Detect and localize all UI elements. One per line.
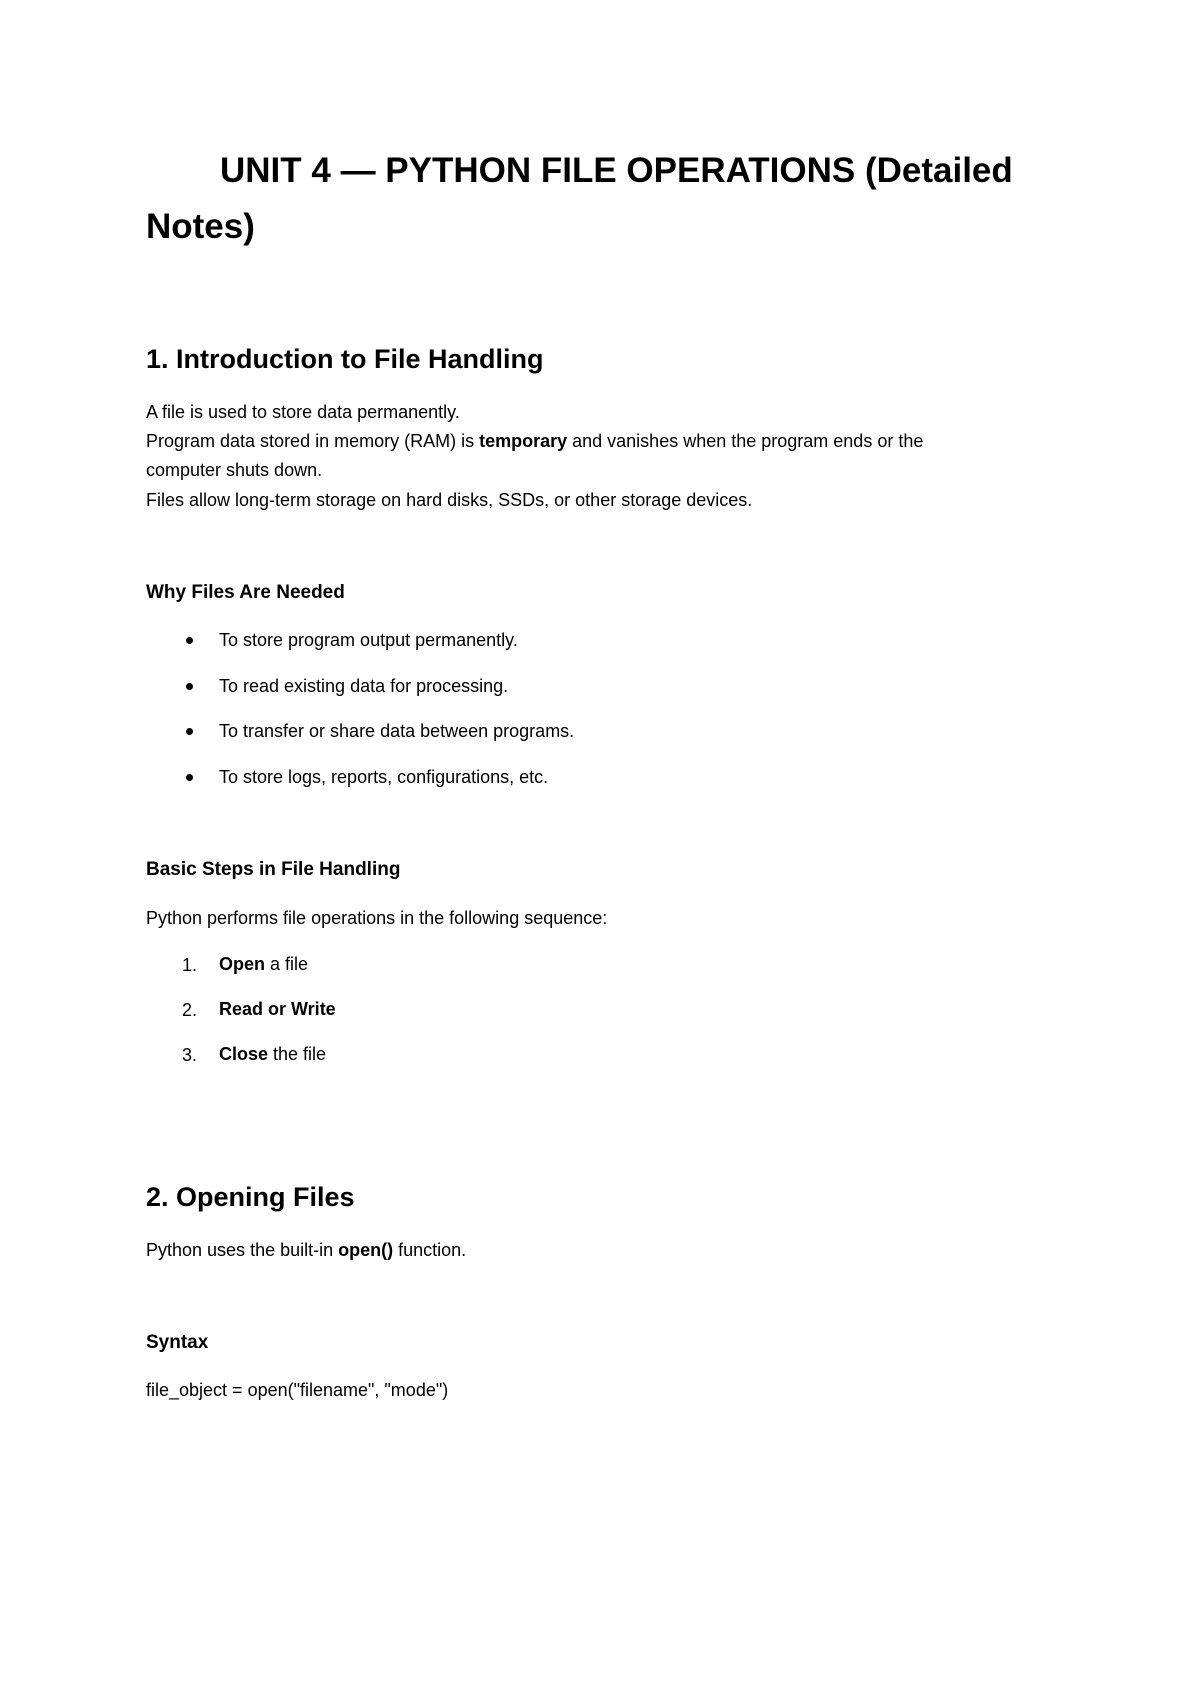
section2-intro-post: function. <box>393 1240 467 1260</box>
syntax-code: file_object = open("filename", "mode") <box>146 1380 449 1400</box>
list-item <box>219 995 336 1024</box>
bullet-icon <box>186 728 193 735</box>
list-item <box>219 1040 326 1069</box>
syntax-heading: Syntax <box>146 1332 209 1353</box>
section1-line2-bold: temporary <box>479 431 568 451</box>
bullet-icon <box>186 683 193 690</box>
basic-steps-heading: Basic Steps in File Handling <box>146 859 401 880</box>
step-number: 3. <box>182 1045 198 1065</box>
step-number: 1. <box>182 955 198 975</box>
list-item: To read existing data for processing. <box>219 676 509 696</box>
section2-intro-bold: open() <box>338 1240 394 1260</box>
section2-intro <box>146 1236 466 1265</box>
step-bold: Read or Write <box>219 999 336 1019</box>
document-title-line1: UNIT 4 — PYTHON FILE OPERATIONS (Detailed <box>220 151 1013 190</box>
section1-line2-pre: Program data stored in memory (RAM) is <box>146 431 480 451</box>
why-files-heading: Why Files Are Needed <box>146 582 345 603</box>
section1-line2 <box>146 427 923 456</box>
step-bold: Close <box>219 1044 269 1064</box>
document-title-line2: Notes) <box>146 207 255 246</box>
bullet-icon <box>186 637 193 644</box>
section2-heading: 2. Opening Files <box>146 1182 355 1212</box>
section1-heading: 1. Introduction to File Handling <box>146 344 544 374</box>
list-item: To store logs, reports, configurations, etc. <box>219 767 549 787</box>
basic-steps-intro: Python performs file operations in the following sequence: <box>146 908 608 928</box>
step-rest: the file <box>268 1044 327 1064</box>
list-item: To store program output permanently. <box>219 630 518 650</box>
section2-intro-pre: Python uses the built-in <box>146 1240 339 1260</box>
list-item: To transfer or share data between programs. <box>219 721 575 741</box>
section1-line2-post: and vanishes when the program ends or the <box>567 431 924 451</box>
list-item <box>219 950 308 979</box>
section1-line1: A file is used to store data permanently. <box>146 402 460 422</box>
section1-line4: Files allow long-term storage on hard disks, SSDs, or other storage devices. <box>146 490 753 510</box>
bullet-icon <box>186 774 193 781</box>
step-rest: a file <box>265 954 309 974</box>
step-bold: Open <box>219 954 266 974</box>
section1-line3: computer shuts down. <box>146 460 323 480</box>
step-number: 2. <box>182 1000 198 1020</box>
